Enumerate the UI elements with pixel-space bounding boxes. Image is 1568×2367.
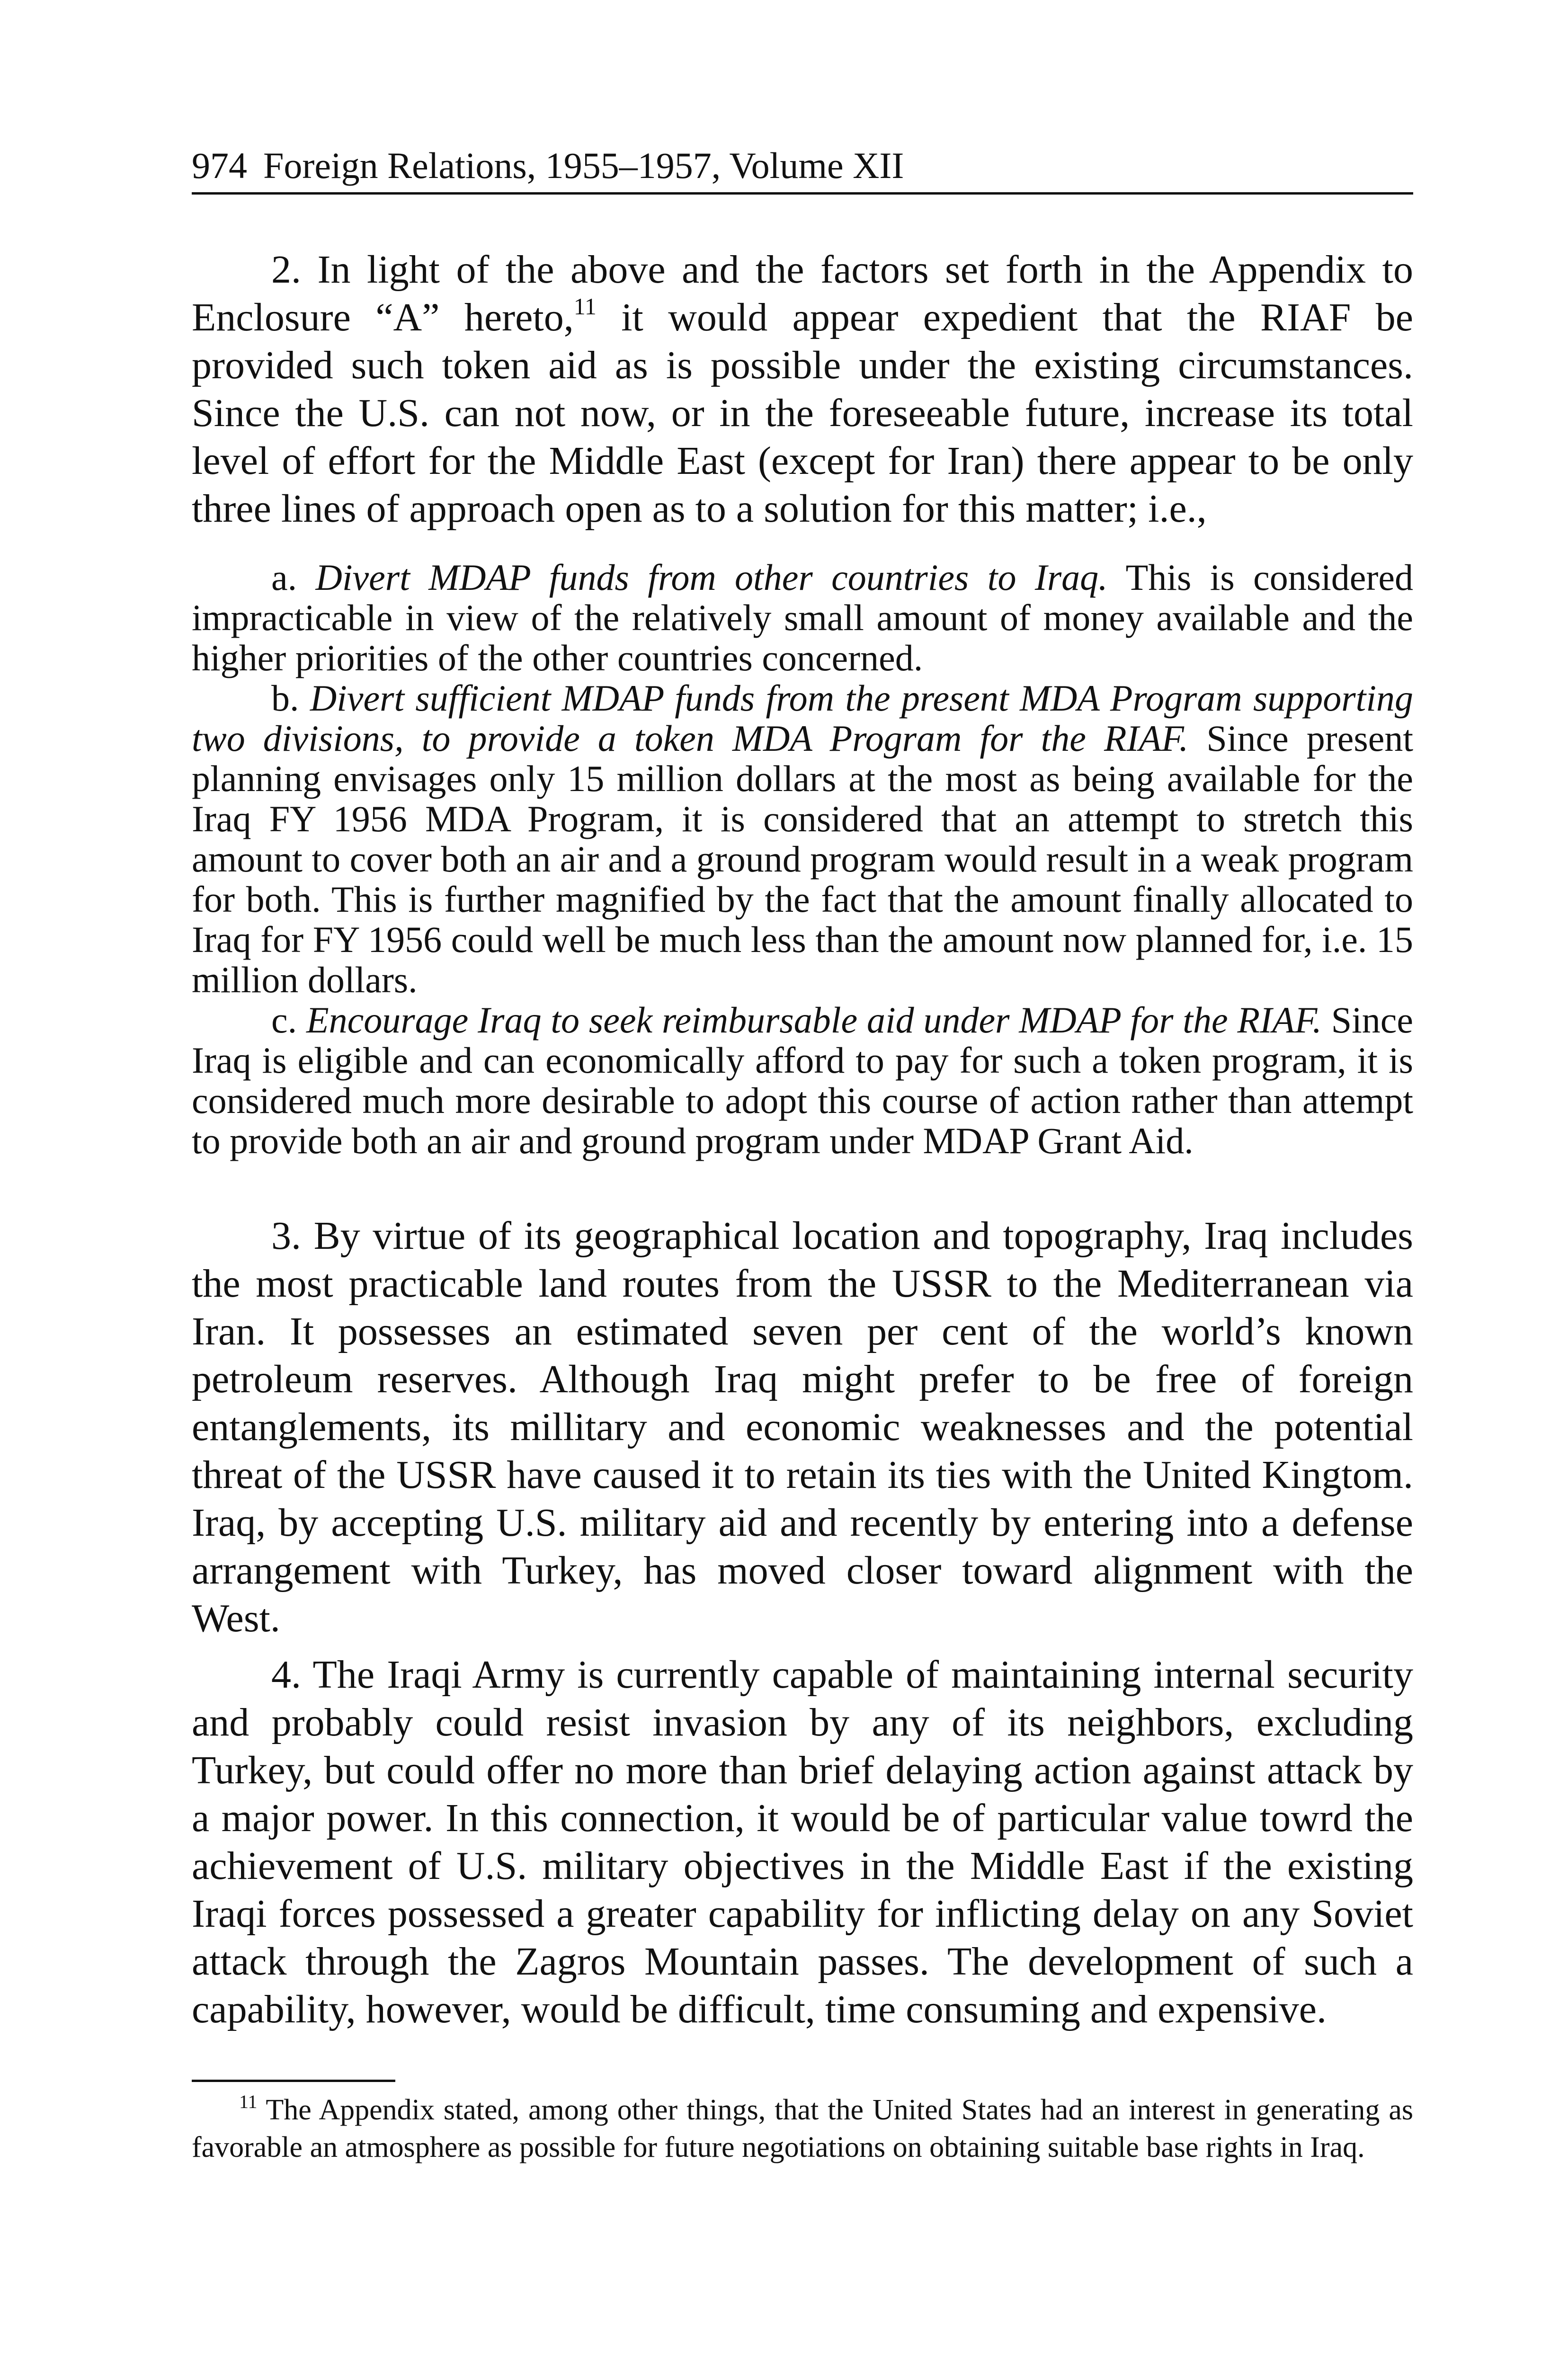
paragraph-4: 4. The Iraqi Army is currently capable of maintaining internal security and probably could resist invasion by any of its neighbors, excluding Turkey, but could offer no more than brief delaying action against attack by a major power. In this connection, it would be of particular value towrd the achievement of U.S. military objectives in the Middle East if the existing Iraqi forces possessed a greater capability for inflicting delay on any Soviet attack through the Zagros Mountain passes. The development of such a capability, however, would be difficult, time consuming and expensive. — [192, 1653, 1413, 2031]
volume-title: Foreign Relations, 1955–1957, Volume XII — [263, 145, 904, 186]
footnote-text: The Appendix stated, among other things, that the United States had an interest in generating as favorable an atmosphere as possible for future negotiations on obtaining suitable base rights in Iraq. — [192, 2094, 1413, 2163]
subitem-text: This is considered impracticable in view of the relatively small amount of money available and the higher priorities of the other countries concerned. — [192, 557, 1414, 678]
subitem-text: Since Iraq is eligible and can economically afford to pay for such a token program, it is considered much more desirable to adopt this course of action rather than attempt to provide both an air and ground program under MDAP Grant Aid. — [192, 999, 1414, 1161]
subitem-c — [192, 1000, 1413, 1161]
paragraph-2-text: 2. In light of the above and the factors set forth in the Appendix to Enclosure “A” hereto, — [192, 248, 1413, 339]
subitem-marker: c. — [271, 999, 297, 1041]
subitem-b — [192, 678, 1413, 1000]
footnote — [192, 2091, 1413, 2166]
subitem-a — [192, 557, 1413, 678]
paragraph-2-text-cont: it would appear expedient that the RIAF be provided such token aid as is possible under the existing circumstances. Since the U.S. can not now, or in the foreseeable future, increase its total level of effort for the Middle East (except for Iran) there appear to be only three lines of approach open as to a solution for this matter; i.e., — [192, 295, 1413, 531]
paragraph-2 — [192, 246, 1413, 533]
page-number: 974 — [192, 145, 247, 186]
subitem-marker: a. — [271, 557, 297, 598]
footnote-reference: 11 — [573, 293, 597, 320]
subitem-text: Since present planning envisages only 15 million dollars at the most as being available for the Iraq FY 1956 MDA Program, it is considered that an attempt to stretch this amount to cover both an air and a ground program would result in a weak program for both. This is further magnified by the fact that the amount finally allocated to Iraq for FY 1956 could well be much less than the amount now planned for, i.e. 15 million dollars. — [192, 718, 1414, 1000]
subitem-marker: b. — [271, 677, 299, 719]
document-page — [192, 142, 1413, 2196]
subitem-lead: Divert MDAP funds from other countries to Iraq. — [315, 557, 1108, 598]
running-head — [192, 142, 1413, 195]
footnote-number: 11 — [239, 2091, 258, 2112]
subitem-lead: Encourage Iraq to seek reimbursable aid under MDAP for the RIAF. — [306, 999, 1322, 1041]
footnote-divider — [192, 2080, 395, 2082]
paragraph-3: 3. By virtue of its geographical location and topography, Iraq includes the most practicable land routes from the USSR to the Mediterranean via Iran. It possesses an estimated seven per cent of the world’s known petroleum reserves. Although Iraq might prefer to be free of foreign entanglements, its millitary and economic weaknesses and the potential threat of the USSR have caused it to retain its ties with the United Kingtom. Iraq, by accepting U.S. military aid and recently by entering into a defense arrangement with Turkey, has moved closer toward alignment with the West. — [192, 1214, 1413, 1640]
subitem-lead: Divert sufficient MDAP funds from the present MDA Program supporting two divisions, to provide a token MDA Program for the RIAF. — [192, 677, 1413, 759]
